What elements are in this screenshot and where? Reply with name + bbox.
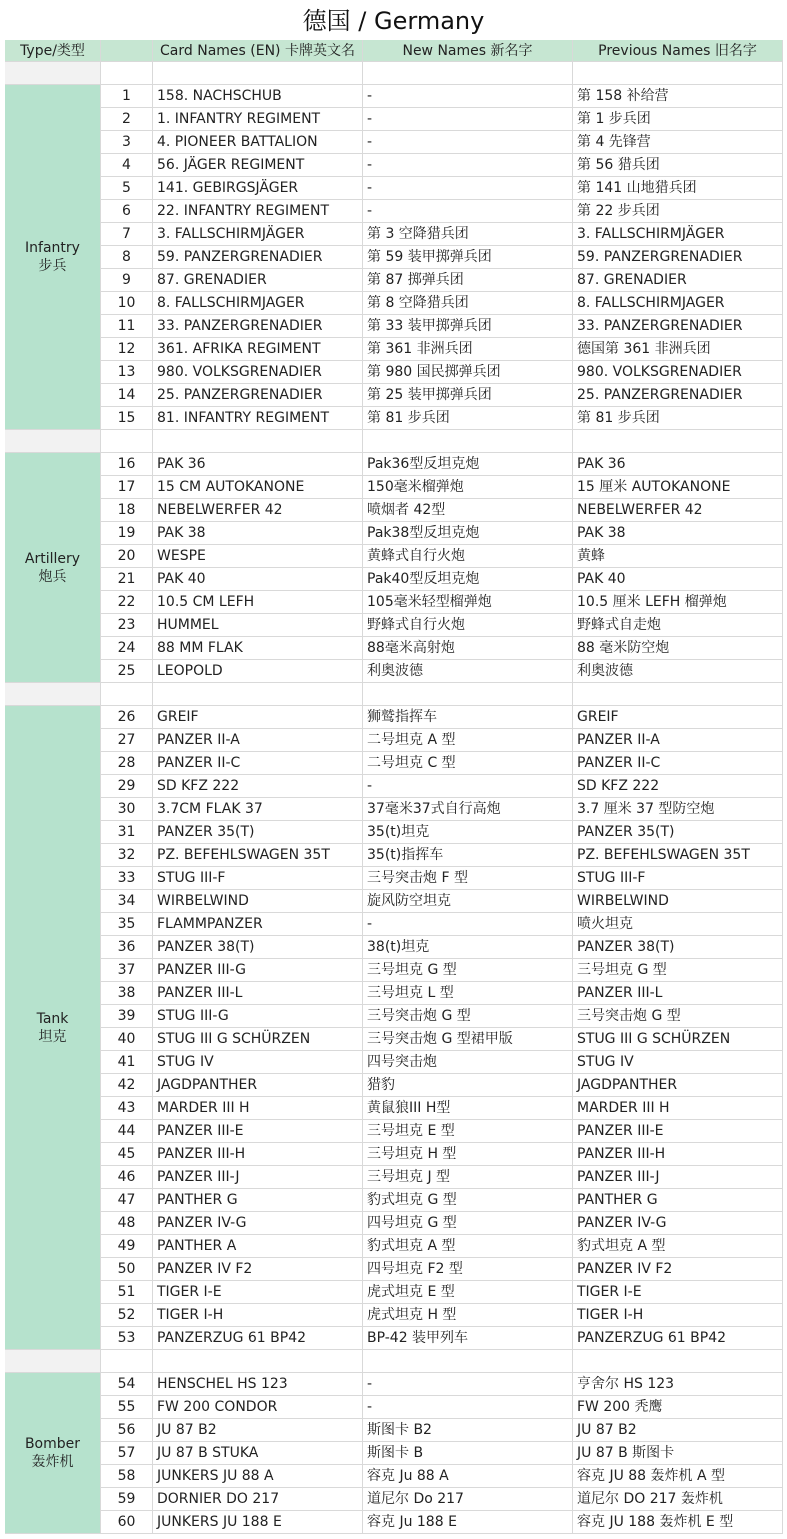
card-name-en-cell[interactable]: 4. PIONEER BATTALION (153, 131, 363, 154)
row-index-cell[interactable]: 54 (101, 1373, 153, 1396)
row-index-cell[interactable]: 48 (101, 1212, 153, 1235)
previous-name-cell[interactable]: 容克 JU 188 轰炸机 E 型 (573, 1511, 783, 1534)
row-index-cell[interactable]: 24 (101, 637, 153, 660)
row-index-cell[interactable]: 21 (101, 568, 153, 591)
card-name-en-cell[interactable]: PAK 40 (153, 568, 363, 591)
blank-row-cell[interactable] (5, 430, 101, 453)
previous-name-cell[interactable]: 8. FALLSCHIRMJAGER (573, 292, 783, 315)
row-index-cell[interactable]: 55 (101, 1396, 153, 1419)
type-label-en: Tank (36, 1010, 69, 1027)
row-index-cell[interactable]: 17 (101, 476, 153, 499)
new-name-cell[interactable]: - (363, 1396, 573, 1419)
card-name-en-cell[interactable]: FLAMMPANZER (153, 913, 363, 936)
card-name-en-cell[interactable]: 361. AFRIKA REGIMENT (153, 338, 363, 361)
row-index-cell[interactable]: 38 (101, 982, 153, 1005)
new-name-cell[interactable]: 三号坦克 H 型 (363, 1143, 573, 1166)
row-index-cell[interactable]: 34 (101, 890, 153, 913)
row-index-cell[interactable]: 19 (101, 522, 153, 545)
previous-name-column-header[interactable]: Previous Names 旧名字 (573, 40, 783, 62)
new-name-cell[interactable]: 二号坦克 A 型 (363, 729, 573, 752)
row-index-cell[interactable]: 35 (101, 913, 153, 936)
previous-name-cell[interactable]: GREIF (573, 706, 783, 729)
blank-row-cell[interactable] (5, 62, 101, 85)
row-index-cell[interactable]: 10 (101, 292, 153, 315)
row-index-cell[interactable]: 7 (101, 223, 153, 246)
previous-name-cell[interactable]: 第 141 山地猎兵团 (573, 177, 783, 200)
card-name-en-cell[interactable]: HUMMEL (153, 614, 363, 637)
card-name-en-cell[interactable]: STUG III-F (153, 867, 363, 890)
card-name-en-cell[interactable]: PANZER IV F2 (153, 1258, 363, 1281)
card-name-en-cell[interactable]: 59. PANZERGRENADIER (153, 246, 363, 269)
new-name-cell[interactable]: 三号突击炮 G 型裙甲版 (363, 1028, 573, 1051)
card-name-en-cell[interactable]: STUG III G SCHÜRZEN (153, 1028, 363, 1051)
previous-name-cell[interactable]: PAK 36 (573, 453, 783, 476)
previous-name-cell[interactable]: STUG III-F (573, 867, 783, 890)
type-group-cell-artillery[interactable] (5, 453, 101, 683)
new-name-cell[interactable]: 三号坦克 G 型 (363, 959, 573, 982)
row-index-cell[interactable]: 27 (101, 729, 153, 752)
card-name-en-cell[interactable]: 88 MM FLAK (153, 637, 363, 660)
new-name-cell[interactable]: 三号突击炮 F 型 (363, 867, 573, 890)
new-name-cell[interactable]: 38(t)坦克 (363, 936, 573, 959)
previous-name-cell[interactable]: PANZER IV-G (573, 1212, 783, 1235)
previous-name-cell[interactable]: JU 87 B2 (573, 1419, 783, 1442)
blank-row-cell[interactable] (363, 1350, 573, 1373)
row-index-cell[interactable]: 51 (101, 1281, 153, 1304)
previous-name-cell[interactable]: PANZER IV F2 (573, 1258, 783, 1281)
row-index-cell[interactable]: 26 (101, 706, 153, 729)
row-index-cell[interactable]: 18 (101, 499, 153, 522)
new-name-cell[interactable]: 第 81 步兵团 (363, 407, 573, 430)
card-name-en-cell[interactable]: PANZERZUG 61 BP42 (153, 1327, 363, 1350)
new-name-cell[interactable]: 第 25 装甲掷弹兵团 (363, 384, 573, 407)
new-name-cell[interactable]: - (363, 200, 573, 223)
row-index-cell[interactable]: 49 (101, 1235, 153, 1258)
row-index-cell[interactable]: 56 (101, 1419, 153, 1442)
previous-name-cell[interactable]: PANTHER G (573, 1189, 783, 1212)
previous-name-cell[interactable]: 喷火坦克 (573, 913, 783, 936)
blank-row-cell[interactable] (153, 62, 363, 85)
previous-name-cell[interactable]: 德国第 361 非洲兵团 (573, 338, 783, 361)
card-name-en-cell[interactable]: PANZER 38(T) (153, 936, 363, 959)
row-index-cell[interactable]: 58 (101, 1465, 153, 1488)
card-name-en-cell[interactable]: MARDER III H (153, 1097, 363, 1120)
card-name-en-cell[interactable]: JU 87 B2 (153, 1419, 363, 1442)
previous-name-cell[interactable]: PAK 40 (573, 568, 783, 591)
card-name-en-cell[interactable]: 980. VOLKSGRENADIER (153, 361, 363, 384)
previous-name-cell[interactable]: PANZER III-J (573, 1166, 783, 1189)
row-index-cell[interactable]: 43 (101, 1097, 153, 1120)
card-name-en-cell[interactable]: STUG IV (153, 1051, 363, 1074)
row-index-cell[interactable]: 47 (101, 1189, 153, 1212)
previous-name-cell[interactable]: TIGER I-H (573, 1304, 783, 1327)
blank-row-cell[interactable] (573, 683, 783, 706)
previous-name-cell[interactable]: PANZERZUG 61 BP42 (573, 1327, 783, 1350)
new-name-cell[interactable]: Pak40型反坦克炮 (363, 568, 573, 591)
row-index-cell[interactable]: 15 (101, 407, 153, 430)
new-name-cell[interactable]: 35(t)坦克 (363, 821, 573, 844)
previous-name-cell[interactable]: 3. FALLSCHIRMJÄGER (573, 223, 783, 246)
row-index-cell[interactable]: 30 (101, 798, 153, 821)
previous-name-cell[interactable]: 第 1 步兵团 (573, 108, 783, 131)
new-name-cell[interactable]: 容克 Ju 88 A (363, 1465, 573, 1488)
new-name-cell[interactable]: 容克 Ju 188 E (363, 1511, 573, 1534)
row-index-cell[interactable]: 3 (101, 131, 153, 154)
previous-name-cell[interactable]: 3.7 厘米 37 型防空炮 (573, 798, 783, 821)
blank-row-cell[interactable] (573, 430, 783, 453)
card-name-en-cell[interactable]: 158. NACHSCHUB (153, 85, 363, 108)
type-group-cell-bomber[interactable] (5, 1373, 101, 1534)
type-label-zh: 步兵 (38, 258, 67, 274)
row-index-cell[interactable]: 23 (101, 614, 153, 637)
row-index-cell[interactable]: 32 (101, 844, 153, 867)
row-index-cell[interactable]: 45 (101, 1143, 153, 1166)
row-index-cell[interactable]: 2 (101, 108, 153, 131)
card-name-en-cell[interactable]: 3.7CM FLAK 37 (153, 798, 363, 821)
previous-name-cell[interactable]: NEBELWERFER 42 (573, 499, 783, 522)
previous-name-cell[interactable]: 第 4 先锋营 (573, 131, 783, 154)
new-name-cell[interactable]: Pak38型反坦克炮 (363, 522, 573, 545)
new-name-cell[interactable]: 第 361 非洲兵团 (363, 338, 573, 361)
row-index-cell[interactable]: 42 (101, 1074, 153, 1097)
row-index-cell[interactable]: 1 (101, 85, 153, 108)
new-name-cell[interactable]: - (363, 177, 573, 200)
new-name-cell[interactable]: - (363, 108, 573, 131)
card-name-en-cell[interactable]: GREIF (153, 706, 363, 729)
card-name-en-cell[interactable]: PAK 36 (153, 453, 363, 476)
new-name-cell[interactable]: 37毫米37式自行高炮 (363, 798, 573, 821)
type-label-zh: 炮兵 (38, 568, 67, 585)
row-index-cell[interactable]: 53 (101, 1327, 153, 1350)
card-name-en-cell[interactable]: 10.5 CM LEFH (153, 591, 363, 614)
previous-name-cell[interactable]: 豹式坦克 A 型 (573, 1235, 783, 1258)
card-name-en-cell[interactable]: LEOPOLD (153, 660, 363, 683)
new-name-cell[interactable]: 狮鹫指挥车 (363, 706, 573, 729)
new-name-cell[interactable]: 四号突击炮 (363, 1051, 573, 1074)
previous-name-cell[interactable]: 10.5 厘米 LEFH 榴弹炮 (573, 591, 783, 614)
card-name-en-cell[interactable]: PANZER III-E (153, 1120, 363, 1143)
card-name-en-cell[interactable]: JAGDPANTHER (153, 1074, 363, 1097)
previous-name-cell[interactable]: 黄蜂 (573, 545, 783, 568)
new-name-cell[interactable]: 喷烟者 42型 (363, 499, 573, 522)
previous-name-cell[interactable]: STUG IV (573, 1051, 783, 1074)
previous-name-cell[interactable]: 道尼尔 DO 217 轰炸机 (573, 1488, 783, 1511)
new-name-cell[interactable]: 虎式坦克 H 型 (363, 1304, 573, 1327)
card-name-en-cell[interactable]: 33. PANZERGRENADIER (153, 315, 363, 338)
previous-name-cell[interactable]: SD KFZ 222 (573, 775, 783, 798)
blank-row-cell[interactable] (101, 430, 153, 453)
card-name-en-cell[interactable]: NEBELWERFER 42 (153, 499, 363, 522)
row-index-cell[interactable]: 40 (101, 1028, 153, 1051)
previous-name-cell[interactable]: PZ. BEFEHLSWAGEN 35T (573, 844, 783, 867)
blank-row-cell[interactable] (153, 430, 363, 453)
new-name-cell[interactable]: 利奥波德 (363, 660, 573, 683)
card-name-en-cell[interactable]: 1. INFANTRY REGIMENT (153, 108, 363, 131)
type-group-cell-infantry[interactable] (5, 85, 101, 430)
previous-name-cell[interactable]: 980. VOLKSGRENADIER (573, 361, 783, 384)
new-name-cell[interactable]: 第 87 掷弹兵团 (363, 269, 573, 292)
card-name-en-cell[interactable]: PANZER 35(T) (153, 821, 363, 844)
card-name-en-cell[interactable]: PANZER III-J (153, 1166, 363, 1189)
row-index-cell[interactable]: 25 (101, 660, 153, 683)
blank-row-cell[interactable] (573, 62, 783, 85)
type-label-en: Bomber (24, 1436, 81, 1452)
card-name-en-cell[interactable]: PAK 38 (153, 522, 363, 545)
card-name-en-cell[interactable]: 25. PANZERGRENADIER (153, 384, 363, 407)
previous-name-cell[interactable]: PANZER III-L (573, 982, 783, 1005)
previous-name-cell[interactable]: 25. PANZERGRENADIER (573, 384, 783, 407)
new-name-cell[interactable]: 三号突击炮 G 型 (363, 1005, 573, 1028)
card-name-en-cell[interactable]: HENSCHEL HS 123 (153, 1373, 363, 1396)
card-name-en-cell[interactable]: FW 200 CONDOR (153, 1396, 363, 1419)
type-label-zh: 轰炸机 (31, 1454, 74, 1470)
previous-name-cell[interactable]: PANZER III-H (573, 1143, 783, 1166)
new-name-cell[interactable]: 猎豹 (363, 1074, 573, 1097)
new-name-cell[interactable]: 35(t)指挥车 (363, 844, 573, 867)
previous-name-cell[interactable]: MARDER III H (573, 1097, 783, 1120)
previous-name-cell[interactable]: 第 81 步兵团 (573, 407, 783, 430)
type-column-header[interactable]: Type/类型 (5, 40, 101, 62)
new-name-cell[interactable]: - (363, 85, 573, 108)
card-name-en-cell[interactable]: SD KFZ 222 (153, 775, 363, 798)
new-name-cell[interactable]: 第 3 空降猎兵团 (363, 223, 573, 246)
card-name-en-cell[interactable]: 81. INFANTRY REGIMENT (153, 407, 363, 430)
row-index-cell[interactable]: 33 (101, 867, 153, 890)
card-name-en-cell[interactable]: WIRBELWIND (153, 890, 363, 913)
previous-name-cell[interactable]: 第 56 猎兵团 (573, 154, 783, 177)
previous-name-cell[interactable]: 第 22 步兵团 (573, 200, 783, 223)
row-index-cell[interactable]: 8 (101, 246, 153, 269)
new-name-cell[interactable]: 四号坦克 F2 型 (363, 1258, 573, 1281)
new-name-cell[interactable]: 第 33 装甲掷弹兵团 (363, 315, 573, 338)
new-name-cell[interactable]: 二号坦克 C 型 (363, 752, 573, 775)
previous-name-cell[interactable]: 野蜂式自走炮 (573, 614, 783, 637)
card-name-en-cell[interactable]: 22. INFANTRY REGIMENT (153, 200, 363, 223)
previous-name-cell[interactable]: PANZER 38(T) (573, 936, 783, 959)
new-name-cell[interactable]: 黄蜂式自行火炮 (363, 545, 573, 568)
previous-name-cell[interactable]: WIRBELWIND (573, 890, 783, 913)
previous-name-cell[interactable]: 15 厘米 AUTOKANONE (573, 476, 783, 499)
new-name-cell[interactable]: - (363, 913, 573, 936)
new-name-column-header[interactable]: New Names 新名字 (363, 40, 573, 62)
previous-name-cell[interactable]: 第 158 补给营 (573, 85, 783, 108)
previous-name-cell[interactable]: TIGER I-E (573, 1281, 783, 1304)
blank-row-cell[interactable] (363, 430, 573, 453)
row-index-cell[interactable]: 20 (101, 545, 153, 568)
row-index-cell[interactable]: 4 (101, 154, 153, 177)
previous-name-cell[interactable]: 三号突击炮 G 型 (573, 1005, 783, 1028)
card-name-en-cell[interactable]: 141. GEBIRGSJÄGER (153, 177, 363, 200)
card-name-en-cell[interactable]: 8. FALLSCHIRMJAGER (153, 292, 363, 315)
row-index-cell[interactable]: 37 (101, 959, 153, 982)
new-name-cell[interactable]: 第 980 国民掷弹兵团 (363, 361, 573, 384)
previous-name-cell[interactable]: STUG III G SCHÜRZEN (573, 1028, 783, 1051)
row-index-cell[interactable]: 5 (101, 177, 153, 200)
row-index-cell[interactable]: 22 (101, 591, 153, 614)
previous-name-cell[interactable]: JU 87 B 斯图卡 (573, 1442, 783, 1465)
type-label-zh: 坦克 (38, 1028, 67, 1045)
new-name-cell[interactable]: 黄鼠狼III H型 (363, 1097, 573, 1120)
new-name-cell[interactable]: - (363, 775, 573, 798)
card-name-en-cell[interactable]: PANZER II-C (153, 752, 363, 775)
new-name-cell[interactable]: 豹式坦克 G 型 (363, 1189, 573, 1212)
card-name-en-cell[interactable]: TIGER I-E (153, 1281, 363, 1304)
previous-name-cell[interactable]: 87. GRENADIER (573, 269, 783, 292)
card-name-en-cell[interactable]: JUNKERS JU 88 A (153, 1465, 363, 1488)
new-name-cell[interactable]: 150毫米榴弹炮 (363, 476, 573, 499)
blank-row-cell[interactable] (363, 62, 573, 85)
row-index-cell[interactable]: 6 (101, 200, 153, 223)
blank-row-cell[interactable] (363, 683, 573, 706)
type-label-en: Infantry (25, 240, 80, 256)
card-name-en-cell[interactable]: 3. FALLSCHIRMJÄGER (153, 223, 363, 246)
new-name-cell[interactable]: 虎式坦克 E 型 (363, 1281, 573, 1304)
row-index-cell[interactable]: 39 (101, 1005, 153, 1028)
row-index-cell[interactable]: 29 (101, 775, 153, 798)
new-name-cell[interactable]: 第 59 装甲掷弹兵团 (363, 246, 573, 269)
previous-name-cell[interactable]: PANZER II-C (573, 752, 783, 775)
blank-row-cell[interactable] (153, 683, 363, 706)
new-name-cell[interactable]: 三号坦克 J 型 (363, 1166, 573, 1189)
card-name-en-cell[interactable]: STUG III-G (153, 1005, 363, 1028)
card-name-en-cell[interactable]: 56. JÄGER REGIMENT (153, 154, 363, 177)
new-name-cell[interactable]: 第 8 空降猎兵团 (363, 292, 573, 315)
blank-row-cell[interactable] (101, 62, 153, 85)
blank-row-cell[interactable] (5, 683, 101, 706)
row-index-cell[interactable]: 12 (101, 338, 153, 361)
new-name-cell[interactable]: 旋风防空坦克 (363, 890, 573, 913)
card-name-en-cell[interactable]: PANZER IV-G (153, 1212, 363, 1235)
card-name-en-column-header[interactable]: Card Names (EN) 卡牌英文名 (153, 40, 363, 62)
card-name-en-cell[interactable]: PANZER III-L (153, 982, 363, 1005)
row-index-cell[interactable]: 60 (101, 1511, 153, 1534)
row-index-cell[interactable]: 50 (101, 1258, 153, 1281)
row-index-cell[interactable]: 46 (101, 1166, 153, 1189)
previous-name-cell[interactable]: PANZER 35(T) (573, 821, 783, 844)
index-column-header[interactable] (101, 40, 153, 62)
card-name-en-cell[interactable]: PANTHER A (153, 1235, 363, 1258)
card-name-en-cell[interactable]: PZ. BEFEHLSWAGEN 35T (153, 844, 363, 867)
previous-name-cell[interactable]: 59. PANZERGRENADIER (573, 246, 783, 269)
new-name-cell[interactable]: 四号坦克 G 型 (363, 1212, 573, 1235)
row-index-cell[interactable]: 52 (101, 1304, 153, 1327)
type-label-en: Artillery (24, 550, 81, 567)
new-name-cell[interactable]: 三号坦克 L 型 (363, 982, 573, 1005)
card-name-en-cell[interactable]: PANTHER G (153, 1189, 363, 1212)
row-index-cell[interactable]: 44 (101, 1120, 153, 1143)
new-name-cell[interactable]: - (363, 1373, 573, 1396)
previous-name-cell[interactable]: 88 毫米防空炮 (573, 637, 783, 660)
row-index-cell[interactable]: 16 (101, 453, 153, 476)
row-index-cell[interactable]: 11 (101, 315, 153, 338)
card-name-en-cell[interactable]: TIGER I-H (153, 1304, 363, 1327)
new-name-cell[interactable]: BP-42 装甲列车 (363, 1327, 573, 1350)
row-index-cell[interactable]: 9 (101, 269, 153, 292)
card-name-en-cell[interactable]: 87. GRENADIER (153, 269, 363, 292)
new-name-cell[interactable]: - (363, 154, 573, 177)
blank-row-cell[interactable] (101, 1350, 153, 1373)
card-name-en-cell[interactable]: DORNIER DO 217 (153, 1488, 363, 1511)
new-name-cell[interactable]: 豹式坦克 A 型 (363, 1235, 573, 1258)
new-name-cell[interactable]: 105毫米轻型榴弹炮 (363, 591, 573, 614)
new-name-cell[interactable]: - (363, 131, 573, 154)
previous-name-cell[interactable]: PAK 38 (573, 522, 783, 545)
card-name-en-cell[interactable]: JU 87 B STUKA (153, 1442, 363, 1465)
previous-name-cell[interactable]: PANZER II-A (573, 729, 783, 752)
new-name-cell[interactable]: 野蜂式自行火炮 (363, 614, 573, 637)
row-index-cell[interactable]: 41 (101, 1051, 153, 1074)
new-name-cell[interactable]: 三号坦克 E 型 (363, 1120, 573, 1143)
previous-name-cell[interactable]: FW 200 秃鹰 (573, 1396, 783, 1419)
row-index-cell[interactable]: 14 (101, 384, 153, 407)
card-name-en-cell[interactable]: PANZER III-G (153, 959, 363, 982)
blank-row-cell[interactable] (153, 1350, 363, 1373)
type-group-cell-tank[interactable] (5, 706, 101, 1350)
row-index-cell[interactable]: 28 (101, 752, 153, 775)
blank-row-cell[interactable] (573, 1350, 783, 1373)
card-name-en-cell[interactable]: JUNKERS JU 188 E (153, 1511, 363, 1534)
new-name-cell[interactable]: 斯图卡 B (363, 1442, 573, 1465)
blank-row-cell[interactable] (5, 1350, 101, 1373)
card-name-en-cell[interactable]: WESPE (153, 545, 363, 568)
previous-name-cell[interactable]: JAGDPANTHER (573, 1074, 783, 1097)
row-index-cell[interactable]: 57 (101, 1442, 153, 1465)
sheet-title: 德国 / Germany (302, 7, 485, 35)
new-name-cell[interactable]: 88毫米高射炮 (363, 637, 573, 660)
card-name-en-cell[interactable]: 15 CM AUTOKANONE (153, 476, 363, 499)
row-index-cell[interactable]: 13 (101, 361, 153, 384)
row-index-cell[interactable]: 59 (101, 1488, 153, 1511)
card-name-en-cell[interactable]: PANZER II-A (153, 729, 363, 752)
row-index-cell[interactable]: 36 (101, 936, 153, 959)
previous-name-cell[interactable]: 33. PANZERGRENADIER (573, 315, 783, 338)
new-name-cell[interactable]: 道尼尔 Do 217 (363, 1488, 573, 1511)
blank-row-cell[interactable] (101, 683, 153, 706)
row-index-cell[interactable]: 31 (101, 821, 153, 844)
card-name-en-cell[interactable]: PANZER III-H (153, 1143, 363, 1166)
new-name-cell[interactable]: 斯图卡 B2 (363, 1419, 573, 1442)
previous-name-cell[interactable]: 利奥波德 (573, 660, 783, 683)
new-name-cell[interactable]: Pak36型反坦克炮 (363, 453, 573, 476)
previous-name-cell[interactable]: 亨舍尔 HS 123 (573, 1373, 783, 1396)
previous-name-cell[interactable]: 容克 JU 88 轰炸机 A 型 (573, 1465, 783, 1488)
previous-name-cell[interactable]: 三号坦克 G 型 (573, 959, 783, 982)
previous-name-cell[interactable]: PANZER III-E (573, 1120, 783, 1143)
